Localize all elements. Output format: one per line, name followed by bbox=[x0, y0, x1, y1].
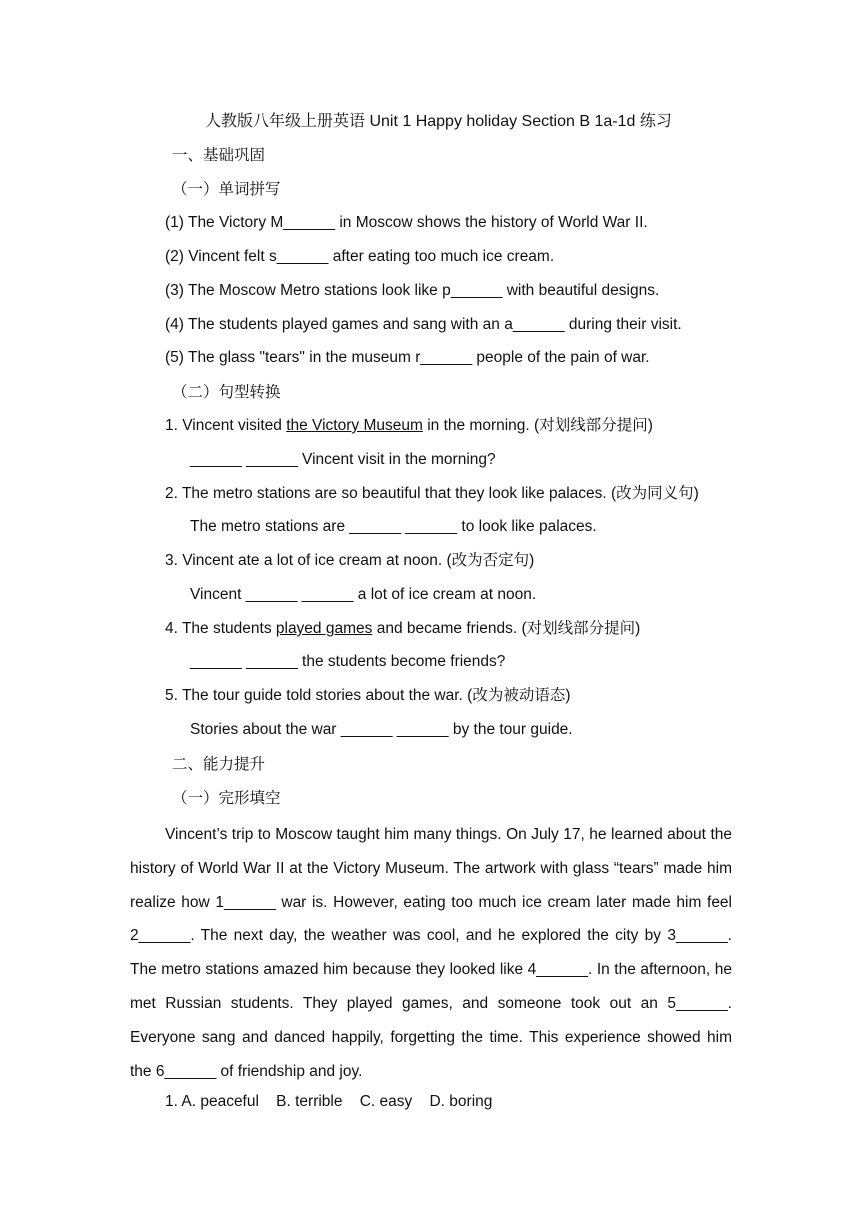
transform-question-5: 5. The tour guide told stories about the war. (改为被动语态) bbox=[165, 687, 571, 704]
spelling-item-3: (3) The Moscow Metro stations look like p______ with beautiful designs. bbox=[165, 282, 660, 299]
underlined-phrase: the Victory Museum bbox=[286, 417, 423, 434]
transform-answer-3: Vincent ______ ______ a lot of ice cream at noon. bbox=[190, 586, 537, 603]
section-heading-basics: 一、基础巩固 bbox=[172, 146, 266, 164]
subsection-heading-transform: （二）句型转换 bbox=[172, 383, 281, 401]
subsection-heading-spelling: （一）单词拼写 bbox=[172, 180, 281, 198]
question-text: 4. The students bbox=[165, 620, 276, 637]
transform-answer-1: ______ ______ Vincent visit in the morning? bbox=[190, 451, 496, 468]
transform-question-4 bbox=[165, 619, 640, 639]
spelling-item-2: (2) Vincent felt s______ after eating too much ice cream. bbox=[165, 248, 555, 265]
question-text: in the morning. (对划线部分提问) bbox=[422, 417, 653, 434]
cloze-passage-text: Vincent’s trip to Moscow taught him many things. On July 17, he learned about the history of World War II at the Victory Museum. The artwork with glass “tears” made him realize how 1______ war is. However, eating too much ice cream later made him feel 2______. The next day, the weather was cool, and he explored the city by 3______. The metro stations amazed him because they looked like 4______. In the afternoon, he met Russian students. They played games, and someone took out an 5______. Everyone sang and danced happily, forgetting the time. This experience showed him the 6______ of friendship and joy. bbox=[130, 826, 732, 1080]
question-text: and became friends. (对划线部分提问) bbox=[372, 620, 641, 637]
spelling-item-1: (1) The Victory M______ in Moscow shows the history of World War II. bbox=[165, 214, 648, 231]
transform-question-1 bbox=[165, 416, 653, 436]
transform-answer-2: The metro stations are ______ ______ to look like palaces. bbox=[190, 518, 597, 535]
subsection-heading-cloze: （一）完形填空 bbox=[172, 789, 281, 807]
question-text: 1. Vincent visited bbox=[165, 417, 287, 434]
spelling-item-4: (4) The students played games and sang with an a______ during their visit. bbox=[165, 316, 682, 333]
underlined-phrase: played games bbox=[275, 620, 373, 637]
page-title: 人教版八年级上册英语 Unit 1 Happy holiday Section B 1a-1d 练习 bbox=[205, 113, 672, 130]
transform-answer-5: Stories about the war ______ ______ by the tour guide. bbox=[190, 721, 573, 738]
cloze-options-1: 1. A. peaceful B. terrible C. easy D. boring bbox=[165, 1093, 493, 1110]
cloze-passage bbox=[130, 818, 732, 1088]
section-heading-advanced: 二、能力提升 bbox=[172, 755, 266, 773]
transform-question-2: 2. The metro stations are so beautiful that they look like palaces. (改为同义句) bbox=[165, 485, 699, 502]
transform-answer-4: ______ ______ the students become friends? bbox=[190, 653, 506, 670]
transform-question-3: 3. Vincent ate a lot of ice cream at noon. (改为否定句) bbox=[165, 552, 535, 569]
spelling-item-5: (5) The glass "tears" in the museum r______ people of the pain of war. bbox=[165, 349, 650, 366]
